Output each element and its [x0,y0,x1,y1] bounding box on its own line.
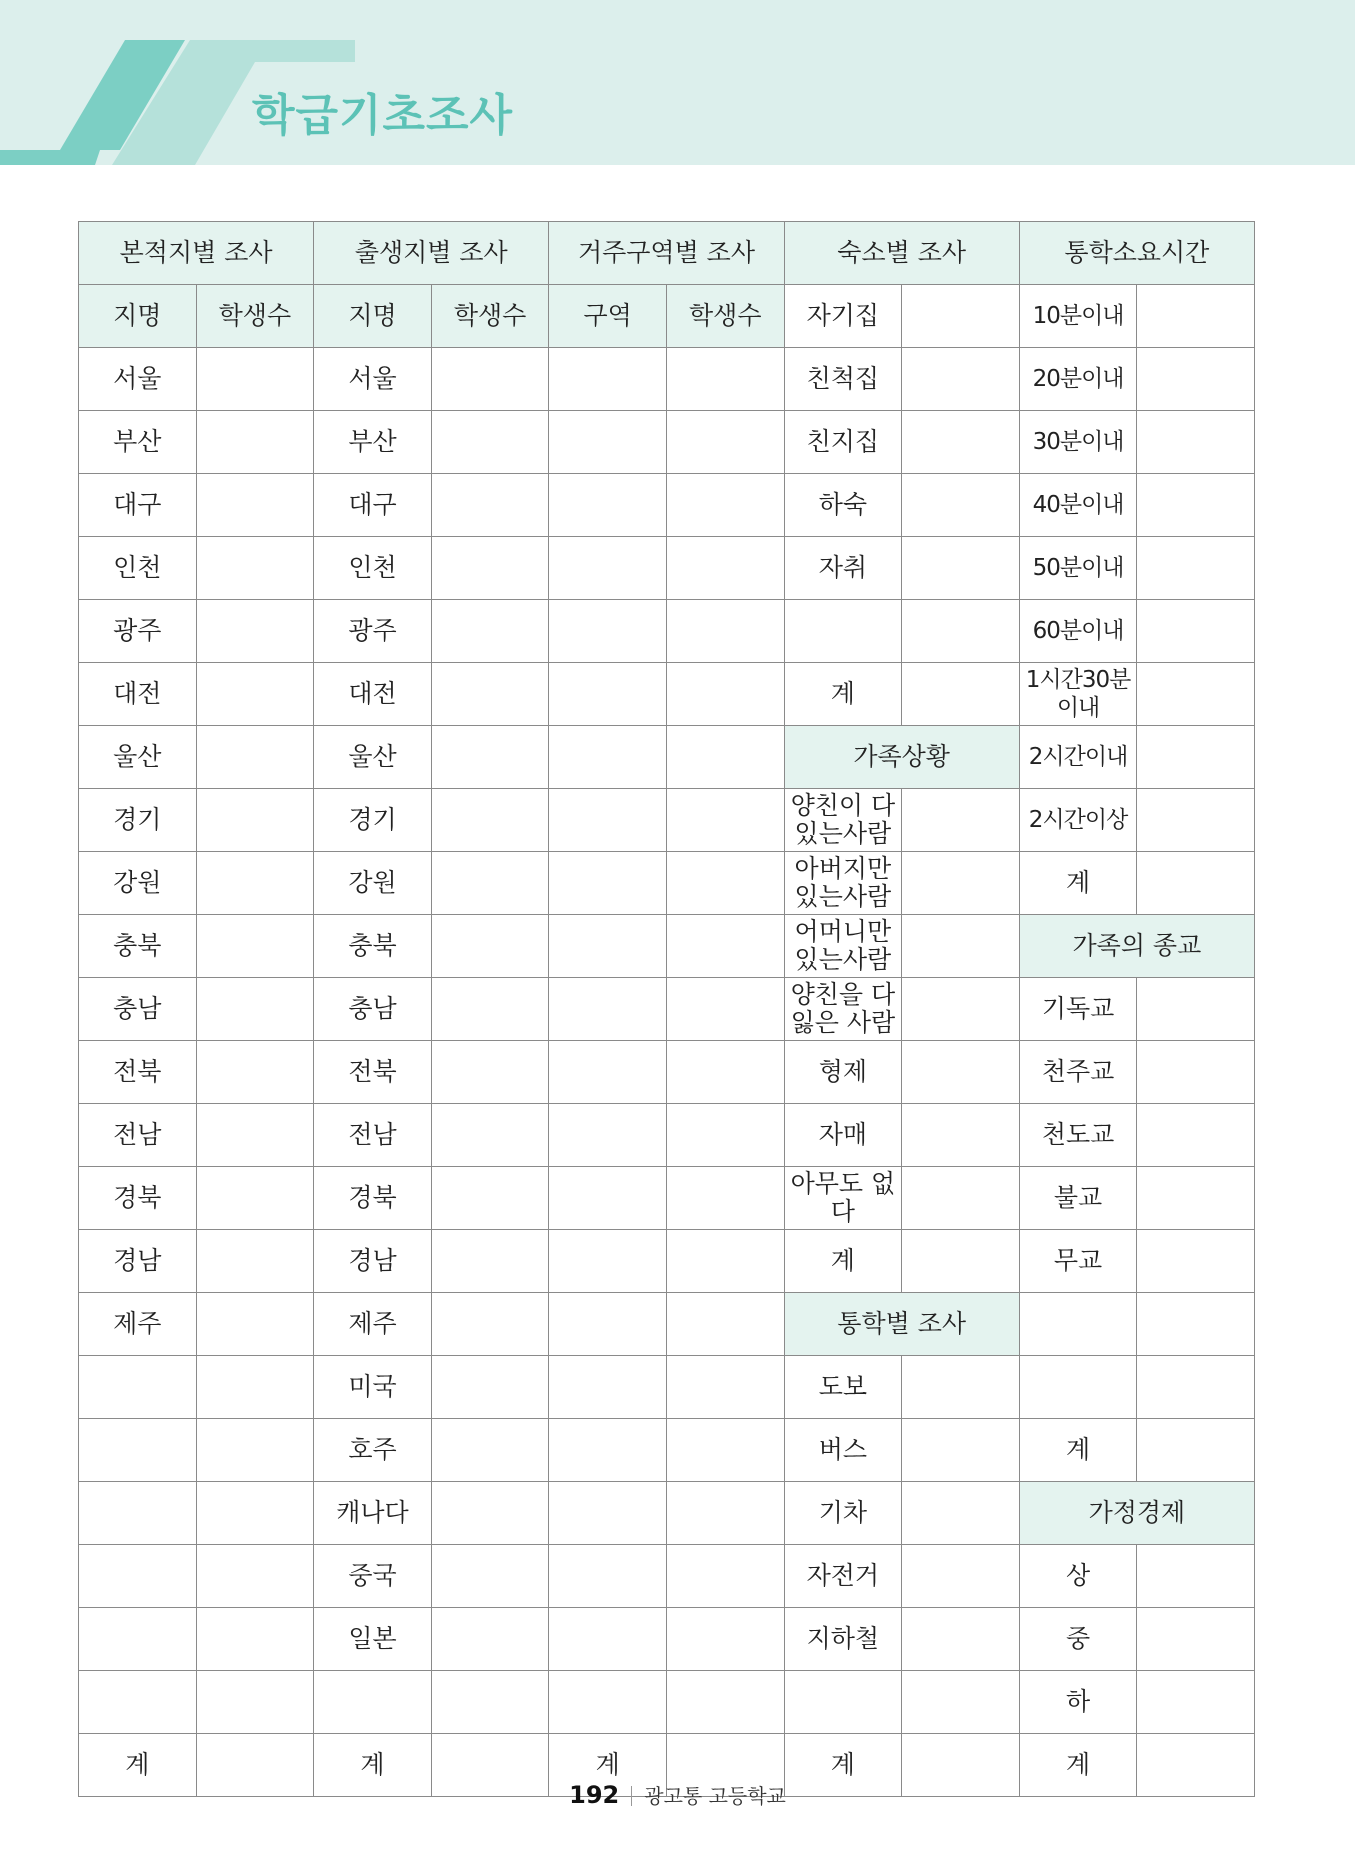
origin-count [196,1167,314,1230]
residence-district [549,411,667,474]
birth-region: 전북 [314,1041,432,1104]
commute-label: 1시간30분 이내 [1019,663,1137,726]
religion-value [1137,1167,1255,1230]
origin-region: 경기 [79,789,197,852]
header-birth: 출생지별 조사 [314,222,549,285]
economy-value [1137,1671,1255,1734]
residence-district [549,600,667,663]
origin-count [196,1104,314,1167]
origin-region: 부산 [79,411,197,474]
religion-value [1137,1230,1255,1293]
table-row [79,411,1255,474]
religion-value [1137,1041,1255,1104]
family-value [902,1167,1020,1230]
residence-district [549,1230,667,1293]
residence-count [666,1545,784,1608]
commute-value [1137,600,1255,663]
economy-total: 계 [1019,1734,1137,1797]
residence-district [549,537,667,600]
residence-district [549,1356,667,1419]
residence-district [549,1482,667,1545]
birth-region: 제주 [314,1293,432,1356]
origin-region [79,1482,197,1545]
origin-count [196,600,314,663]
origin-count [196,915,314,978]
origin-region: 광주 [79,600,197,663]
residence-count [666,537,784,600]
birth-region: 대구 [314,474,432,537]
table-row [79,222,1255,285]
table-row [79,285,1255,348]
economy-value [1137,1608,1255,1671]
birth-region: 대전 [314,663,432,726]
residence-district [549,1041,667,1104]
residence-district [549,1671,667,1734]
birth-region: 서울 [314,348,432,411]
origin-total: 계 [79,1734,197,1797]
religion-label: 무교 [1019,1230,1137,1293]
origin-region: 전북 [79,1041,197,1104]
origin-count [196,789,314,852]
residence-count [666,1671,784,1734]
page-footer [0,1780,1355,1809]
table-row [79,1545,1255,1608]
origin-region [79,1419,197,1482]
residence-count [666,1482,784,1545]
origin-region [79,1545,197,1608]
lodging-label: 친척집 [784,348,902,411]
commute-label: 30분이내 [1019,411,1137,474]
transport-label: 기차 [784,1482,902,1545]
origin-region: 전남 [79,1104,197,1167]
birth-region: 미국 [314,1356,432,1419]
religion-label [1019,1356,1137,1419]
class-survey-table [78,221,1255,1797]
commute-value [1137,537,1255,600]
lodging-label: 친지집 [784,411,902,474]
origin-count [196,1293,314,1356]
family-value [902,1104,1020,1167]
origin-region: 대구 [79,474,197,537]
birth-region: 충남 [314,978,432,1041]
birth-count [431,411,549,474]
residence-count [666,1104,784,1167]
economy-label: 하 [1019,1671,1137,1734]
commute-value [1137,285,1255,348]
family-value [902,1041,1020,1104]
birth-region: 울산 [314,726,432,789]
commute-value [1137,411,1255,474]
family-header: 가족상황 [784,726,1019,789]
commute-value [1137,348,1255,411]
origin-region [79,1671,197,1734]
lodging-value [902,600,1020,663]
origin-region: 인천 [79,537,197,600]
family-label: 양친을 다 잃은 사람 [784,978,902,1041]
table-row [79,1671,1255,1734]
residence-count [666,852,784,915]
residence-count [666,1608,784,1671]
commute-value [1137,663,1255,726]
religion-value [1137,1104,1255,1167]
lodging-value [902,285,1020,348]
economy-header: 가정경제 [1019,1482,1254,1545]
birth-count [431,1293,549,1356]
religion-label: 기독교 [1019,978,1137,1041]
table-row [79,1230,1255,1293]
origin-count [196,1671,314,1734]
birth-region: 호주 [314,1419,432,1482]
commute-label: 2시간이내 [1019,726,1137,789]
table-row [79,915,1255,978]
birth-count [431,1356,549,1419]
birth-count [431,663,549,726]
banner-decoration [0,0,1355,165]
table-row [79,663,1255,726]
table-row [79,789,1255,852]
origin-count [196,852,314,915]
transport-header: 통학별 조사 [784,1293,1019,1356]
birth-region: 경기 [314,789,432,852]
transport-label: 지하철 [784,1608,902,1671]
lodging-label: 하숙 [784,474,902,537]
lodging-value [902,474,1020,537]
table-row [79,1356,1255,1419]
subheader-students: 학생수 [196,285,314,348]
birth-count [431,1041,549,1104]
birth-region [314,1671,432,1734]
residence-district [549,1104,667,1167]
birth-region: 충북 [314,915,432,978]
residence-district [549,1608,667,1671]
residence-district [549,348,667,411]
residence-district [549,1293,667,1356]
origin-region: 충북 [79,915,197,978]
commute-label: 60분이내 [1019,600,1137,663]
birth-count [431,1671,549,1734]
lodging-label: 계 [784,663,902,726]
footer-divider [631,1786,632,1806]
lodging-value [902,537,1020,600]
residence-count [666,1230,784,1293]
transport-value [902,1545,1020,1608]
birth-count [431,1545,549,1608]
subheader-students: 학생수 [431,285,549,348]
birth-count [431,600,549,663]
origin-count [196,348,314,411]
school-name: 광고통 고등학교 [644,1784,786,1808]
table-row [79,1167,1255,1230]
commute-label: 20분이내 [1019,348,1137,411]
subheader-place: 지명 [314,285,432,348]
table-row [79,348,1255,411]
religion-label: 천도교 [1019,1104,1137,1167]
header-origin: 본적지별 조사 [79,222,314,285]
table-row [79,1608,1255,1671]
religion-header: 가족의 종교 [1019,915,1254,978]
birth-count [431,1230,549,1293]
birth-count [431,726,549,789]
transport-value [902,1482,1020,1545]
transport-total: 계 [784,1734,902,1797]
lodging-value [902,348,1020,411]
title-banner [0,0,1355,165]
origin-count [196,1230,314,1293]
commute-label: 40분이내 [1019,474,1137,537]
residence-district [549,915,667,978]
table-row [79,726,1255,789]
origin-region: 강원 [79,852,197,915]
page-title: 학급기초조사 [252,90,514,141]
residence-count [666,1419,784,1482]
origin-count [196,1041,314,1104]
residence-count [666,474,784,537]
birth-count [431,474,549,537]
table-row [79,1293,1255,1356]
residence-count [666,915,784,978]
origin-count [196,411,314,474]
residence-total: 계 [549,1734,667,1797]
commute-value [1137,474,1255,537]
residence-district [549,474,667,537]
birth-region: 경남 [314,1230,432,1293]
residence-count [666,1041,784,1104]
lodging-label [784,600,902,663]
origin-region: 경남 [79,1230,197,1293]
birth-total: 계 [314,1734,432,1797]
table-row [79,474,1255,537]
economy-label: 중 [1019,1608,1137,1671]
origin-region: 충남 [79,978,197,1041]
transport-value [902,1419,1020,1482]
origin-count [196,1419,314,1482]
residence-count [666,789,784,852]
residence-count [666,1293,784,1356]
origin-count [196,1608,314,1671]
table-row [79,1482,1255,1545]
religion-value [1137,978,1255,1041]
family-value [902,852,1020,915]
table-row [79,1041,1255,1104]
lodging-label: 자기집 [784,285,902,348]
page-number: 192 [569,1781,620,1809]
origin-region: 대전 [79,663,197,726]
residence-count [666,978,784,1041]
birth-count [431,1482,549,1545]
birth-region: 광주 [314,600,432,663]
birth-count [431,1167,549,1230]
residence-count [666,1167,784,1230]
residence-district [549,1545,667,1608]
residence-count [666,663,784,726]
family-value [902,978,1020,1041]
family-label: 아무도 없다 [784,1167,902,1230]
origin-count [196,663,314,726]
birth-region: 강원 [314,852,432,915]
residence-district [549,726,667,789]
birth-region: 인천 [314,537,432,600]
birth-region: 부산 [314,411,432,474]
residence-count [666,411,784,474]
origin-count [196,726,314,789]
residence-district [549,789,667,852]
origin-region [79,1608,197,1671]
commute-label: 10분이내 [1019,285,1137,348]
birth-count [431,852,549,915]
table-row [79,1419,1255,1482]
lodging-value [902,663,1020,726]
birth-region: 일본 [314,1608,432,1671]
family-label: 어머니만 있는사람 [784,915,902,978]
origin-count [196,1545,314,1608]
table-row [79,537,1255,600]
header-lodging: 숙소별 조사 [784,222,1019,285]
transport-label [784,1671,902,1734]
origin-region: 서울 [79,348,197,411]
transport-value [902,1608,1020,1671]
religion-value [1137,1293,1255,1356]
header-residence: 거주구역별 조사 [549,222,784,285]
transport-label: 자전거 [784,1545,902,1608]
birth-count [431,978,549,1041]
table-row [79,600,1255,663]
birth-count [431,1419,549,1482]
transport-label: 도보 [784,1356,902,1419]
commute-value [1137,726,1255,789]
family-value [902,789,1020,852]
family-label: 양친이 다 있는사람 [784,789,902,852]
commute-value [1137,789,1255,852]
residence-count [666,348,784,411]
commute-label: 50분이내 [1019,537,1137,600]
table-row [79,978,1255,1041]
family-label: 계 [784,1230,902,1293]
family-value [902,915,1020,978]
residence-district [549,978,667,1041]
birth-count [431,348,549,411]
birth-region: 중국 [314,1545,432,1608]
header-commute: 통학소요시간 [1019,222,1254,285]
family-value [902,1230,1020,1293]
table-row [79,852,1255,915]
origin-region: 울산 [79,726,197,789]
origin-count [196,978,314,1041]
economy-label: 상 [1019,1545,1137,1608]
family-label: 아버지만 있는사람 [784,852,902,915]
religion-label: 불교 [1019,1167,1137,1230]
table-row [79,1104,1255,1167]
residence-district [549,1167,667,1230]
transport-value [902,1671,1020,1734]
origin-count [196,1482,314,1545]
commute-value [1137,852,1255,915]
family-label: 자매 [784,1104,902,1167]
family-label: 형제 [784,1041,902,1104]
origin-region [79,1356,197,1419]
birth-region: 전남 [314,1104,432,1167]
birth-count [431,915,549,978]
origin-region: 경북 [79,1167,197,1230]
birth-count [431,789,549,852]
subheader-students: 학생수 [666,285,784,348]
birth-count [431,537,549,600]
transport-label: 버스 [784,1419,902,1482]
origin-count [196,1356,314,1419]
religion-value [1137,1419,1255,1482]
birth-region: 캐나다 [314,1482,432,1545]
transport-value [902,1356,1020,1419]
birth-count [431,1104,549,1167]
residence-count [666,1356,784,1419]
religion-value [1137,1356,1255,1419]
religion-label [1019,1293,1137,1356]
commute-label: 2시간이상 [1019,789,1137,852]
residence-count [666,726,784,789]
residence-district [549,663,667,726]
residence-district [549,852,667,915]
survey-table-body [79,222,1255,1797]
commute-total: 계 [1019,852,1137,915]
birth-region: 경북 [314,1167,432,1230]
religion-total: 계 [1019,1419,1137,1482]
residence-count [666,600,784,663]
subheader-place: 지명 [79,285,197,348]
lodging-label: 자취 [784,537,902,600]
economy-value [1137,1545,1255,1608]
subheader-district: 구역 [549,285,667,348]
residence-district [549,1419,667,1482]
religion-label: 천주교 [1019,1041,1137,1104]
origin-count [196,474,314,537]
origin-count [196,537,314,600]
birth-count [431,1608,549,1671]
origin-region: 제주 [79,1293,197,1356]
lodging-value [902,411,1020,474]
